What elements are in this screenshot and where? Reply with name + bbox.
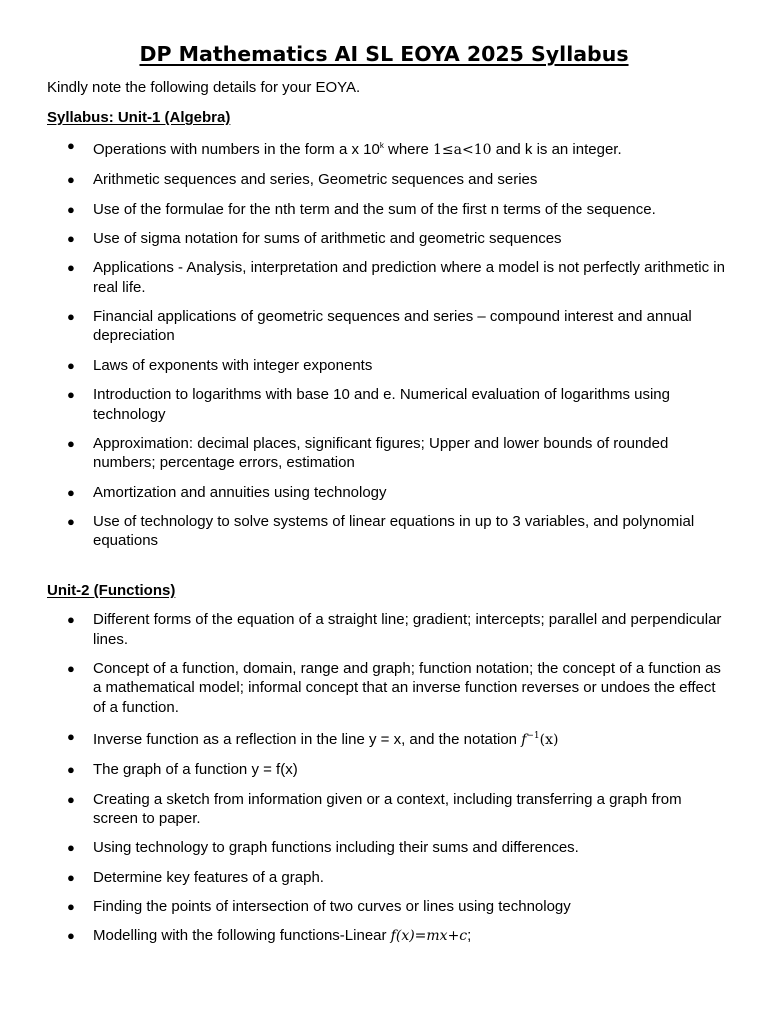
list-item: ● Operations with numbers in the form a x 10$^k$ where 1≤a<10 and k is an integer. [67, 138, 622, 158]
bullet-icon: ● [67, 513, 75, 529]
unit2-heading: Unit-2 (Functions) [47, 582, 176, 599]
intro-text: Kindly note the following details for your EOYA. [47, 79, 361, 96]
bullet-icon: ● [67, 729, 75, 745]
bullet-icon: ● [67, 435, 75, 451]
bullet-icon: ● [67, 660, 75, 676]
bullet-icon: ● [67, 762, 75, 778]
page-title: DP Mathematics AI SL EOYA 2025 Syllabus [139, 42, 629, 66]
bullet-icon: ● [67, 869, 75, 885]
bullet-icon: ● [67, 484, 75, 500]
list-item: ● Introduction to logarithms with base 10 and e. Numerical evaluation of logarithms using technology [67, 386, 670, 423]
bullet-icon: ● [67, 201, 75, 217]
list-item: ● Arithmetic sequences and series, Geometric sequences and series [67, 171, 538, 189]
list-item: ● Approximation: decimal places, significant figures; Upper and lower bounds of rounded numbers; percentage errors, estimation [67, 434, 669, 472]
list-item: ● Concept of a function, domain, range and graph; function notation; the concept of a function as a mathematical model; informal concept that an inverse function reverses or undoes the effect of a function. [67, 659, 721, 716]
bullet-icon: ● [67, 230, 75, 246]
list-item: ● Using technology to graph functions including their sums and differences. [67, 839, 579, 857]
bullet-icon: ● [67, 791, 75, 807]
list-item: ● Use of technology to solve systems of linear equations in up to 3 variables, and polynomial equations [67, 512, 695, 550]
bullet-icon: ● [67, 308, 75, 324]
bullet-icon: ● [67, 357, 75, 373]
list-item: ● Use of sigma notation for sums of arithmetic and geometric sequences [67, 229, 562, 247]
bullet-icon: ● [67, 612, 75, 627]
bullet-icon: ● [67, 138, 75, 153]
list-item: ● Creating a sketch from information given or a context, including transferring a graph from screen to paper. [67, 790, 682, 828]
bullet-icon: ● [67, 928, 75, 944]
list-item: ● Determine key features of a graph. [67, 868, 324, 886]
list-item: ● Financial applications of geometric sequences and series – compound interest and annual depreciation [67, 307, 692, 345]
unit1-topic-list [0, 136, 768, 561]
bullet-icon: ● [67, 840, 75, 856]
list-item: ● Finding the points of intersection of two curves or lines using technology [67, 898, 571, 916]
bullet-icon: ● [67, 899, 75, 915]
list-item: ● Different forms of the equation of a straight line; gradient; intercepts; parallel and perpendicular lines. [67, 611, 722, 648]
list-item: ● Amortization and annuities using technology [67, 483, 387, 501]
unit2-topic-list [0, 610, 768, 957]
unit1-heading: Syllabus: Unit-1 (Algebra) [47, 109, 231, 126]
list-item: ● Laws of exponents with integer exponents [67, 356, 373, 374]
list-item: ● Applications - Analysis, interpretation and prediction where a model is not perfectly arithmetic in real life. [67, 259, 725, 296]
list-item: ● The graph of a function y = f(x) [67, 761, 298, 779]
list-item: ● Use of the formulae for the nth term and the sum of the first n terms of the sequence. [67, 200, 656, 218]
bullet-icon: ● [67, 387, 75, 403]
list-item: ● Modelling with the following functions-Linear f(x)=mx+c; [67, 927, 472, 945]
bullet-icon: ● [67, 172, 75, 188]
bullet-icon: ● [67, 260, 75, 276]
list-item: ● Inverse function as a reflection in the line y = x, and the notation $f^{-1}(x)$ [67, 729, 559, 749]
